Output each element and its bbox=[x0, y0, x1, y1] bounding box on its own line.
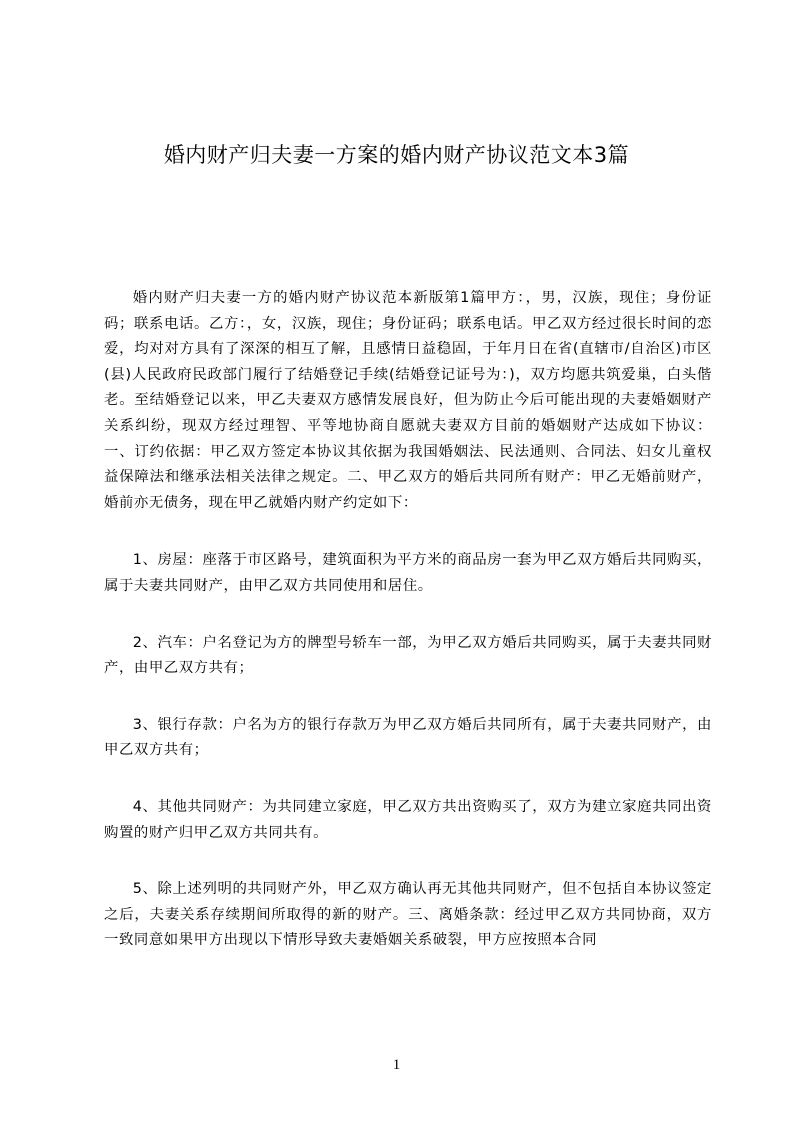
paragraph-car: 2、汽车：户名登记为方的牌型号轿车一部，为甲乙双方婚后共同购买，属于夫妻共同财产，由甲乙双方共有； bbox=[104, 634, 712, 677]
document-title: 婚内财产归夫妻一方案的婚内财产协议范文本3篇 bbox=[163, 143, 630, 167]
paragraph-bank-deposit: 3、银行存款：户名为方的银行存款万为甲乙双方婚后共同所有，属于夫妻共同财产，由甲乙双方共有； bbox=[104, 716, 712, 759]
paragraph-other-property: 4、其他共同财产：为共同建立家庭，甲乙双方共出资购买了，双方为建立家庭共同出资购置的财产归甲乙双方共同共有。 bbox=[104, 798, 712, 841]
document-body bbox=[104, 286, 712, 985]
page-number: 1 bbox=[392, 1057, 401, 1073]
paragraph-house: 1、房屋：座落于市区路号，建筑面积为平方米的商品房一套为甲乙双方婚后共同购买，属于夫妻共同财产，由甲乙双方共同使用和居住。 bbox=[104, 552, 712, 594]
paragraph-intro: 婚内财产归夫妻一方的婚内财产协议范本新版第1篇甲方：，男，汉族，现住；身份证码；联系电话。乙方：，女，汉族，现住；身份证码；联系电话。甲乙双方经过很长时间的恋爱，均对对方具有了深深的相互了解，且感情日益稳固，于年月日在省(直辖市/自治区)市区(县)人民政府民政部门履行了结婚登记手续(结婚登记证号为：)，双方均愿共筑爱巢，白头偕老。至结婚登记以来，甲乙夫妻双方感情发展良好，但为防止今后可能出现的夫妻婚姻财产关系纠纷，现双方经过理智、平等地协商自愿就夫妻双方目前的婚姻财产达成如下协议：一、订约依据：甲乙双方签定本协议其依据为我国婚姻法、民法通则、合同法、妇女儿童权益保障法和继承法相关法律之规定。二、甲乙双方的婚后共同所有财产：甲乙无婚前财产，婚前亦无债务，现在甲乙就婚内财产约定如下： bbox=[104, 290, 712, 511]
paragraph-divorce-terms: 5、除上述列明的共同财产外，甲乙双方确认再无其他共同财产，但不包括自本协议签定之后，夫妻关系存续期间所取得的新的财产。三、离婚条款：经过甲乙双方共同协商，双方一致同意如果甲方出现以下情形导致夫妻婚姻关系破裂，甲方应按照本合同 bbox=[104, 881, 712, 949]
